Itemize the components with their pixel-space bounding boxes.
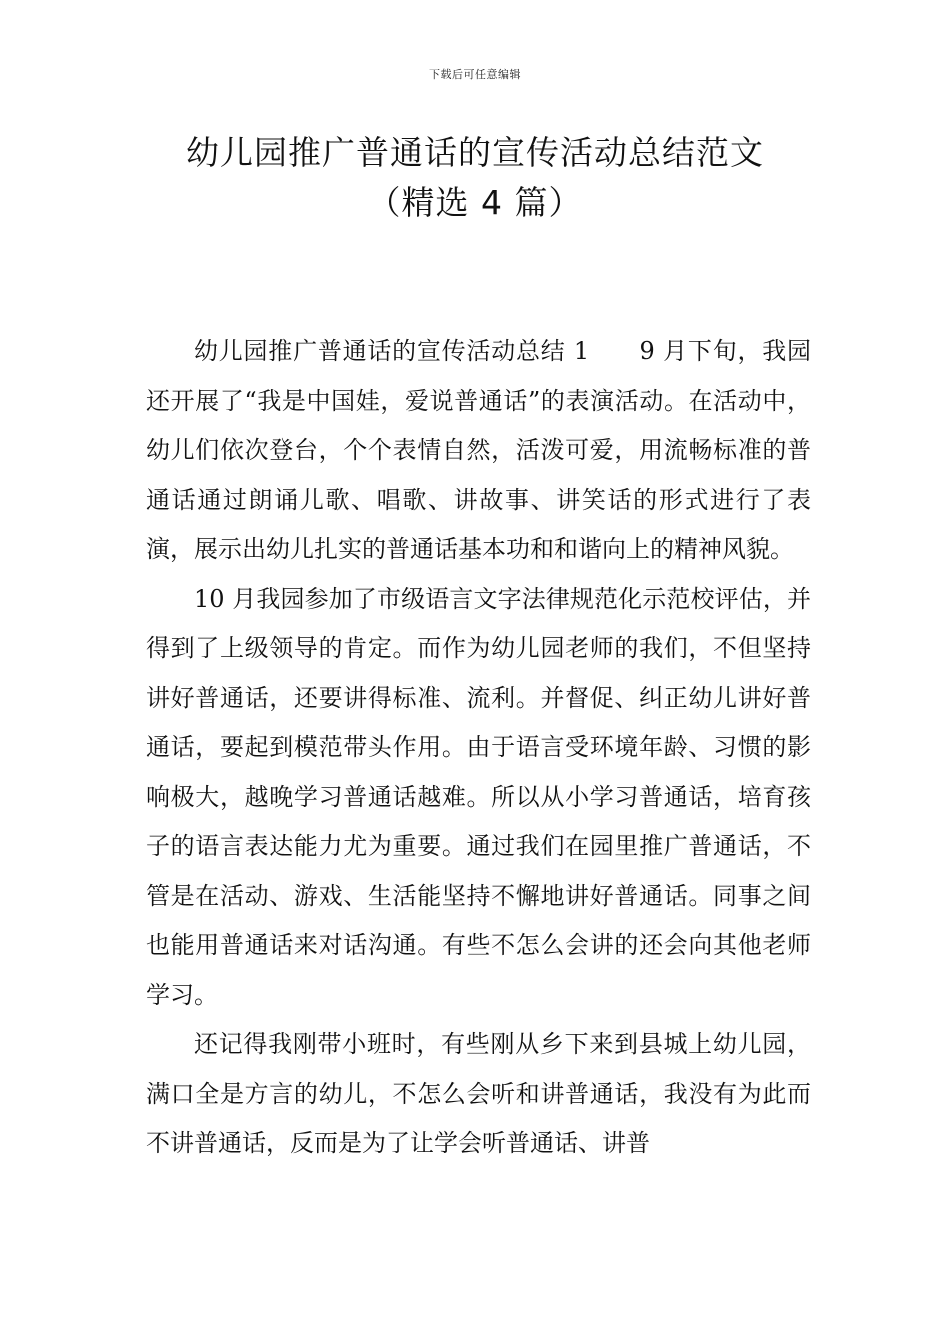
document-title xyxy=(0,128,950,228)
paragraph-3: 还记得我刚带小班时，有些刚从乡下来到县城上幼儿园，满口全是方言的幼儿，不怎么会听和讲普通话，我没有为此而不讲普通话，反而是为了让学会听普通话、讲普 xyxy=(146,1030,811,1157)
document-body xyxy=(146,327,811,1169)
paragraph-1: 幼儿园推广普通话的宣传活动总结 1 9 月下旬，我园还开展了“我是中国娃，爱说普通话”的表演活动。在活动中，幼儿们依次登台，个个表情自然，活泼可爱，用流畅标准的普通话通过朗诵儿歌、唱歌、讲故事、讲笑话的形式进行了表演，展示出幼儿扎实的普通话基本功和和谐向上的精神风貌。 xyxy=(146,337,811,563)
title-line-1: 幼儿园推广普通话的宣传活动总结范文 xyxy=(186,133,764,172)
title-line-2: （精选 4 篇） xyxy=(367,183,583,222)
paragraph-2: 10 月我园参加了市级语言文字法律规范化示范校评估，并得到了上级领导的肯定。而作为幼儿园老师的我们，不但坚持讲好普通话，还要讲得标准、流利。并督促、纠正幼儿讲好普通话，要起到模范带头作用。由于语言受环境年龄、习惯的影响极大，越晚学习普通话越难。所以从小学习普通话，培育孩子的语言表达能力尤为重要。通过我们在园里推广普通话，不管是在活动、游戏、生活能坚持不懈地讲好普通话。同事之间也能用普通话来对话沟通。有些不怎么会讲的还会向其他老师学习。 xyxy=(146,584,811,1009)
header-note: 下载后可任意编辑 xyxy=(429,68,521,81)
